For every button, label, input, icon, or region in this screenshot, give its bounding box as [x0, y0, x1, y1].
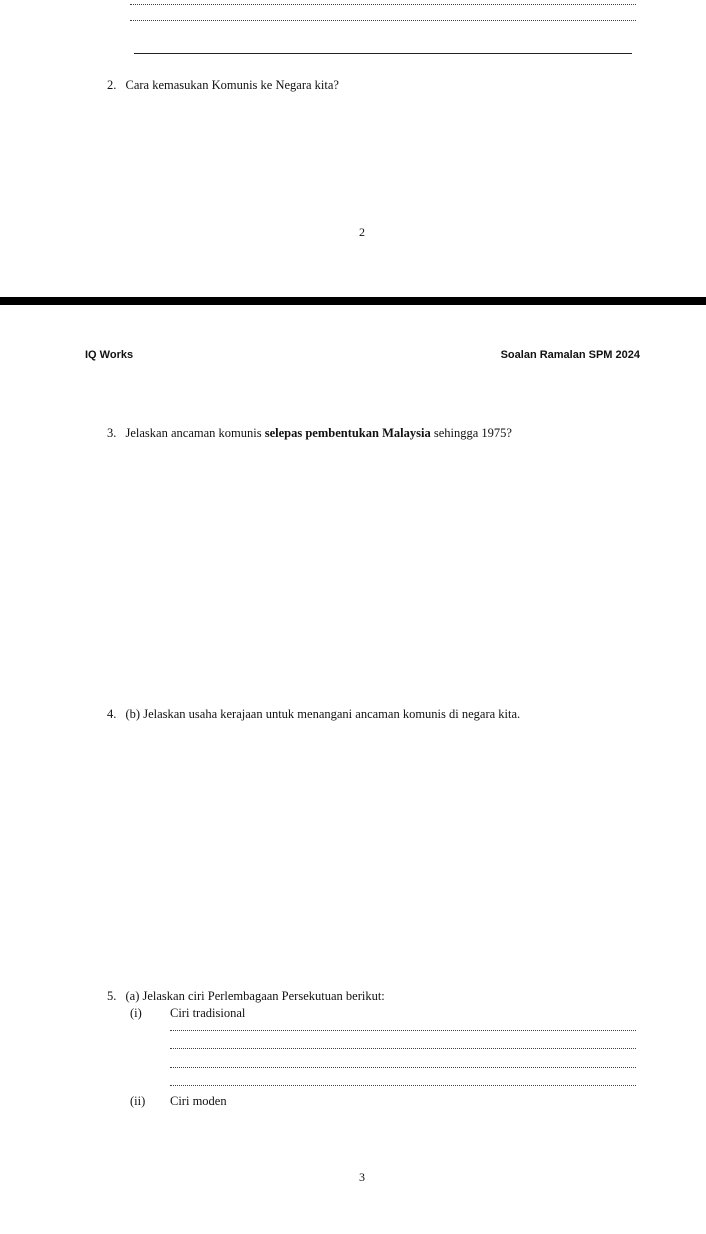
answer-line [130, 20, 636, 21]
question-3 [107, 426, 512, 441]
question-text: (b) Jelaskan usaha kerajaan untuk menangani ancaman komunis di negara kita. [125, 707, 521, 721]
question-text: Jelaskan ancaman komunis [125, 426, 265, 440]
sub-question-text: Ciri tradisional [170, 1006, 246, 1020]
question-number: 3. [107, 426, 117, 440]
answer-line [130, 4, 636, 5]
sub-question-text: Ciri moden [170, 1094, 227, 1108]
answer-line [170, 1085, 636, 1086]
sub-question-label: (ii) [130, 1094, 146, 1108]
page-divider [0, 297, 706, 305]
question-number: 5. [107, 989, 117, 1003]
sub-question-label: (i) [130, 1006, 142, 1020]
answer-line [170, 1048, 636, 1049]
answer-line [170, 1067, 636, 1068]
question-text: (a) Jelaskan ciri Perlembagaan Persekutuan berikut: [125, 989, 385, 1003]
question-5 [107, 989, 385, 1004]
question-2 [107, 78, 339, 93]
question-text-bold: selepas pembentukan Malaysia [264, 426, 431, 440]
header-right: Soalan Ramalan SPM 2024 [500, 349, 640, 361]
page-number: 3 [359, 1170, 365, 1184]
question-text: sehingga 1975? [430, 426, 512, 440]
answer-line [134, 53, 632, 54]
page-number: 2 [359, 225, 365, 239]
question-number: 4. [107, 707, 117, 721]
question-4 [107, 707, 520, 722]
answer-line [170, 1030, 636, 1031]
question-text: Cara kemasukan Komunis ke Negara kita? [125, 78, 339, 92]
question-number: 2. [107, 78, 117, 92]
header-left: IQ Works [85, 349, 134, 361]
